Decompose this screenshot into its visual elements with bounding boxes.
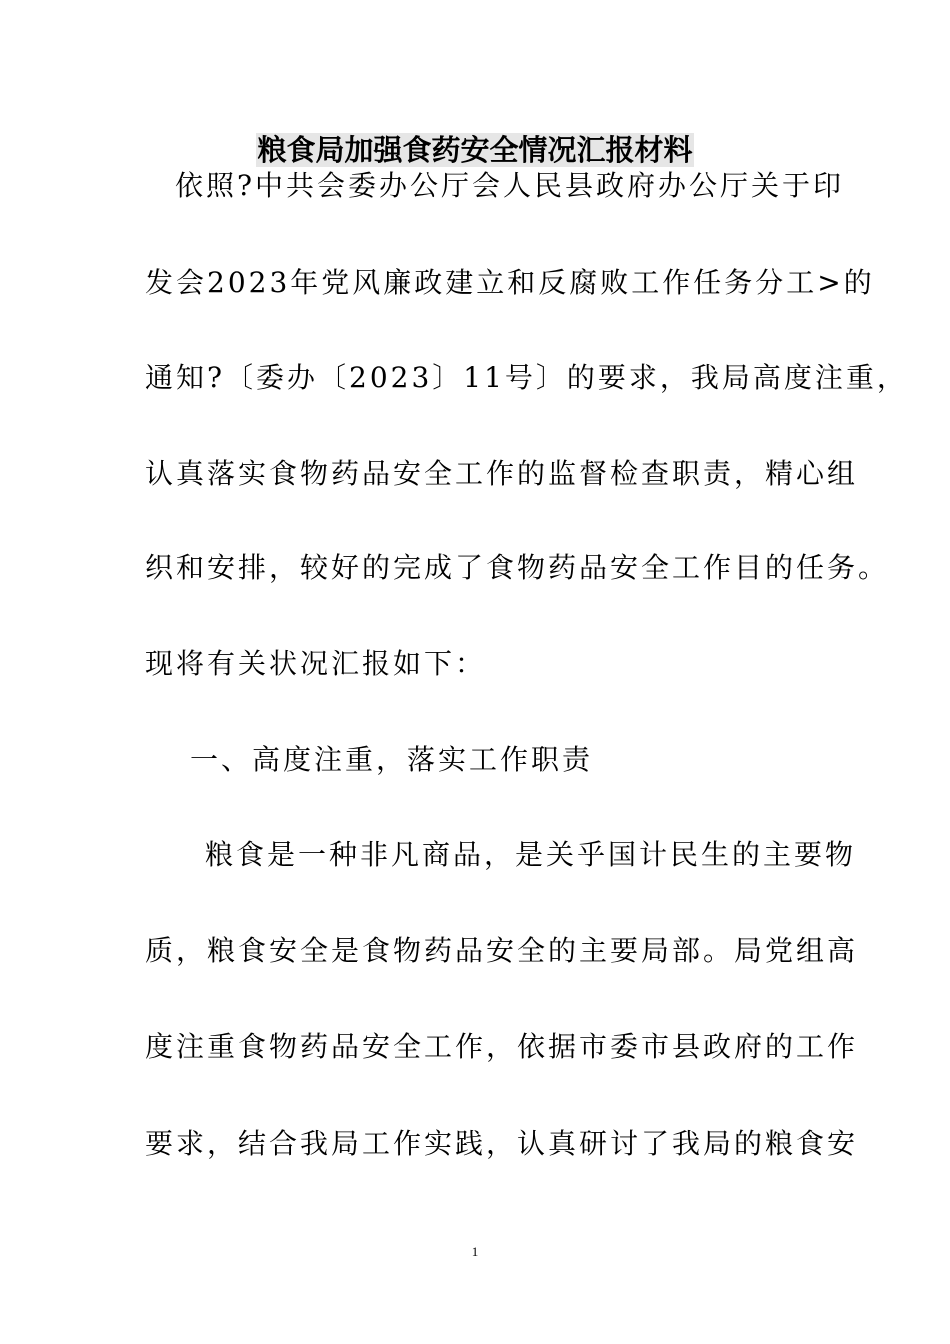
title-text: 粮食局加强食药安全情况汇报材料 bbox=[257, 133, 693, 167]
body-line: 认真落实食物药品安全工作的监督检查职责，精心组 bbox=[145, 457, 859, 490]
body-line: 织和安排，较好的完成了食物药品安全工作目的任务。 bbox=[145, 551, 890, 584]
page-number: 1 bbox=[471, 1244, 479, 1259]
body-line: 现将有关状况汇报如下： bbox=[145, 647, 487, 680]
section-heading: 一、高度注重，落实工作职责 bbox=[190, 743, 594, 776]
body-line: 通知?〔委办〔2023〕11号〕的要求，我局高度注重， bbox=[145, 361, 908, 394]
document-title bbox=[0, 133, 950, 167]
body-line: 依照?中共会委办公厅会人民县政府办公厅关于印 bbox=[175, 169, 845, 202]
body-line: 度注重食物药品安全工作，依据市委市县政府的工作 bbox=[145, 1030, 859, 1063]
body-line: 质，粮食安全是食物药品安全的主要局部。局党组高 bbox=[145, 934, 859, 967]
body-line: 粮食是一种非凡商品，是关乎国计民生的主要物 bbox=[205, 838, 857, 871]
body-line: 要求，结合我局工作实践，认真研讨了我局的粮食安 bbox=[145, 1127, 859, 1160]
body-line: 发会2023年党风廉政建立和反腐败工作任务分工>的 bbox=[145, 266, 875, 299]
